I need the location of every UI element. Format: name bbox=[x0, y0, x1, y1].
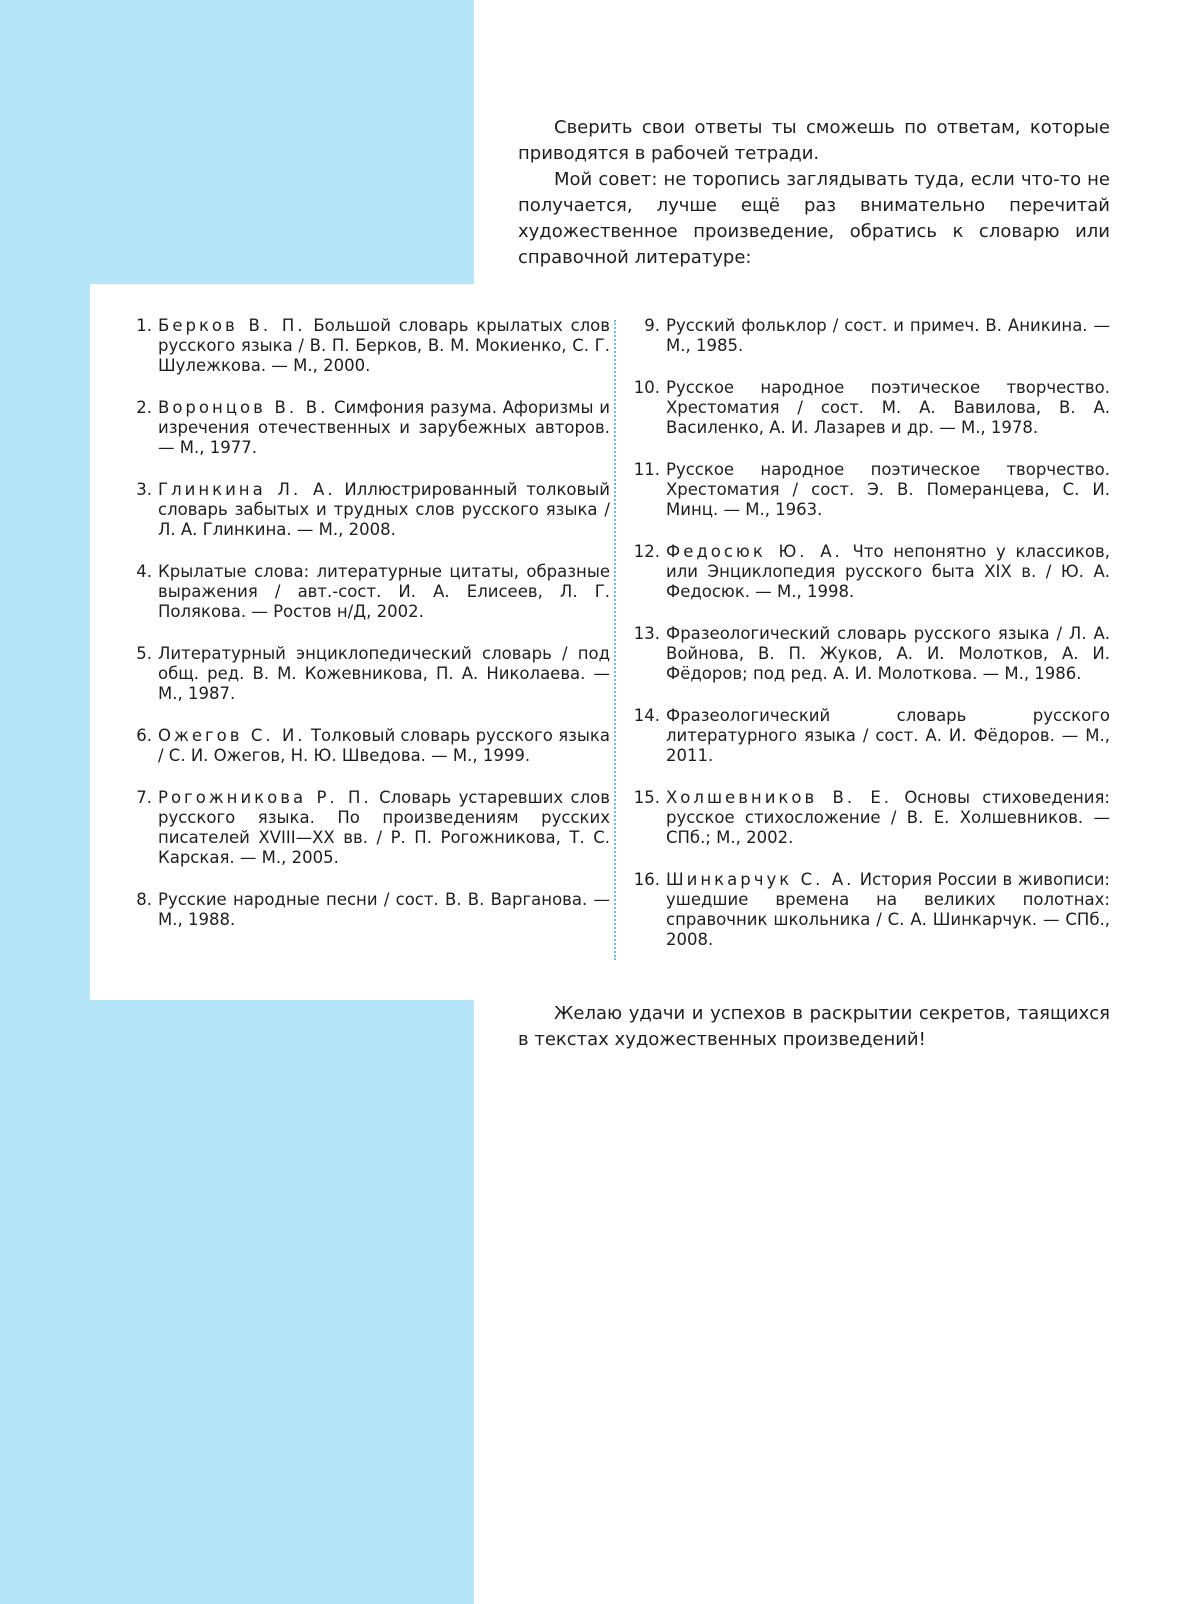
bibliography-entry bbox=[122, 480, 610, 540]
intro-paragraph: Сверить свои ответы ты сможешь по ответам, которые приводятся в рабочей тетради. bbox=[518, 117, 1110, 164]
entry-text: Русские народные песни / сост. В. В. Варганова. — М., 1988. bbox=[158, 890, 610, 929]
entry-text: Фразеологический словарь русского литературного языка / сост. А. И. Фёдоров. — М., 2011. bbox=[666, 706, 1110, 765]
bibliography-entry bbox=[122, 890, 610, 930]
entry-number: 9. bbox=[644, 316, 660, 335]
bibliography-entry bbox=[122, 562, 610, 622]
entry-author: Федосюк Ю. А. bbox=[666, 542, 843, 561]
entry-author: Холшевников В. Е. bbox=[666, 788, 893, 807]
bibliography-column-right bbox=[630, 316, 1110, 972]
entry-number: 7. bbox=[136, 788, 152, 807]
entry-text: Толковый словарь русского языка / С. И. Ожегов, Н. Ю. Шведова. — М., 1999. bbox=[158, 726, 610, 765]
bibliography-entry bbox=[122, 398, 610, 458]
entry-number: 12. bbox=[633, 542, 660, 561]
entry-author: Воронцов В. В. bbox=[158, 398, 329, 417]
bibliography-entry bbox=[630, 788, 1110, 848]
entry-author: Берков В. П. bbox=[158, 316, 306, 335]
bibliography-entry bbox=[122, 788, 610, 868]
entry-text: Основы стиховедения: русское стихосложение / В. Е. Холшевников. — СПб.; М., 2002. bbox=[666, 788, 1110, 847]
entry-number: 13. bbox=[633, 624, 660, 643]
entry-number: 5. bbox=[136, 644, 152, 663]
bibliography-entry bbox=[122, 726, 610, 766]
entry-number: 8. bbox=[136, 890, 152, 909]
intro-paragraph: Мой совет: не торопись заглядывать туда, если что-то не получается, лучше ещё раз внимательно перечитай художественное произведение, обратись к словарю или справочной литературе: bbox=[518, 169, 1110, 268]
closing-paragraph: Желаю удачи и успехов в раскрытии секретов, таящихся в текстах художественных произведений! bbox=[518, 1003, 1110, 1050]
entry-number: 2. bbox=[136, 398, 152, 417]
entry-text: Словарь устаревших слов русского языка. По произведениям русских писателей XVIII—XX вв. / Р. П. Рогожникова, Т. С. Карская. — М., 2005. bbox=[158, 788, 610, 867]
bibliography-entry bbox=[122, 316, 610, 376]
entry-number: 4. bbox=[136, 562, 152, 581]
entry-text: Крылатые слова: литературные цитаты, образные выражения / авт.-сост. И. А. Елисеев, Л. Г. Полякова. — Ростов н/Д, 2002. bbox=[158, 562, 610, 621]
intro-text bbox=[518, 115, 1110, 271]
entry-author: Рогожникова Р. П. bbox=[158, 788, 372, 807]
entry-author: Шинкарчук С. А. bbox=[666, 870, 855, 889]
entry-text: Большой словарь крылатых слов русского языка / В. П. Берков, В. М. Мокиенко, С. Г. Шулежкова. — М., 2000. bbox=[158, 316, 611, 375]
entry-number: 16. bbox=[633, 870, 660, 889]
entry-number: 14. bbox=[633, 706, 660, 725]
entry-text: Фразеологический словарь русского языка / Л. А. Войнова, В. П. Жуков, А. И. Молотков, А. И. Фёдоров; под ред. А. И. Молоткова. — М., 1986. bbox=[666, 624, 1110, 683]
bibliography-entry bbox=[630, 542, 1110, 602]
entry-number: 15. bbox=[633, 788, 660, 807]
entry-text: Иллюстрированный толковый словарь забытых и трудных слов русского языка / Л. А. Глинкина. — М., 2008. bbox=[158, 480, 610, 539]
entry-number: 10. bbox=[633, 378, 660, 397]
entry-number: 6. bbox=[136, 726, 152, 745]
bibliography-entry bbox=[630, 378, 1110, 438]
bibliography-entry bbox=[630, 460, 1110, 520]
bibliography-entry bbox=[630, 624, 1110, 684]
bibliography-box bbox=[90, 284, 1110, 1000]
bibliography-entry bbox=[630, 316, 1110, 356]
bibliography-column-left bbox=[122, 316, 610, 952]
entry-number: 11. bbox=[633, 460, 660, 479]
bibliography-entry bbox=[630, 870, 1110, 950]
bibliography-entry bbox=[122, 644, 610, 704]
column-divider bbox=[614, 320, 616, 960]
entry-text: Что непонятно у классиков, или Энциклопедия русского быта XIX в. / Ю. А. Федосюк. — М., 1998. bbox=[666, 542, 1110, 601]
entry-text: Русское народное поэтическое творчество. Хрестоматия / сост. Э. В. Померанцева, С. И. Минц. — М., 1963. bbox=[666, 460, 1110, 519]
entry-text: Симфония разума. Афоризмы и изречения отечественных и зарубежных авторов. — М., 1977. bbox=[158, 398, 610, 457]
closing-text bbox=[518, 1001, 1110, 1053]
entry-text: История России в живописи: ушедшие времена на великих полотнах: справочник школьника / С. А. Шинкарчук. — СПб., 2008. bbox=[666, 870, 1110, 949]
entry-author: Глинкина Л. А. bbox=[158, 480, 336, 499]
bibliography-entry bbox=[630, 706, 1110, 766]
entry-text: Русское народное поэтическое творчество. Хрестоматия / сост. М. А. Вавилова, В. А. Василенко, А. И. Лазарев и др. — М., 1978. bbox=[666, 378, 1110, 437]
entry-text: Русский фольклор / сост. и примеч. В. Аникина. — М., 1985. bbox=[666, 316, 1110, 355]
entry-number: 1. bbox=[136, 316, 152, 335]
entry-author: Ожегов С. И. bbox=[158, 726, 306, 745]
entry-text: Литературный энциклопедический словарь / под общ. ред. В. М. Кожевникова, П. А. Николаева. — М., 1987. bbox=[158, 644, 610, 703]
entry-number: 3. bbox=[136, 480, 152, 499]
